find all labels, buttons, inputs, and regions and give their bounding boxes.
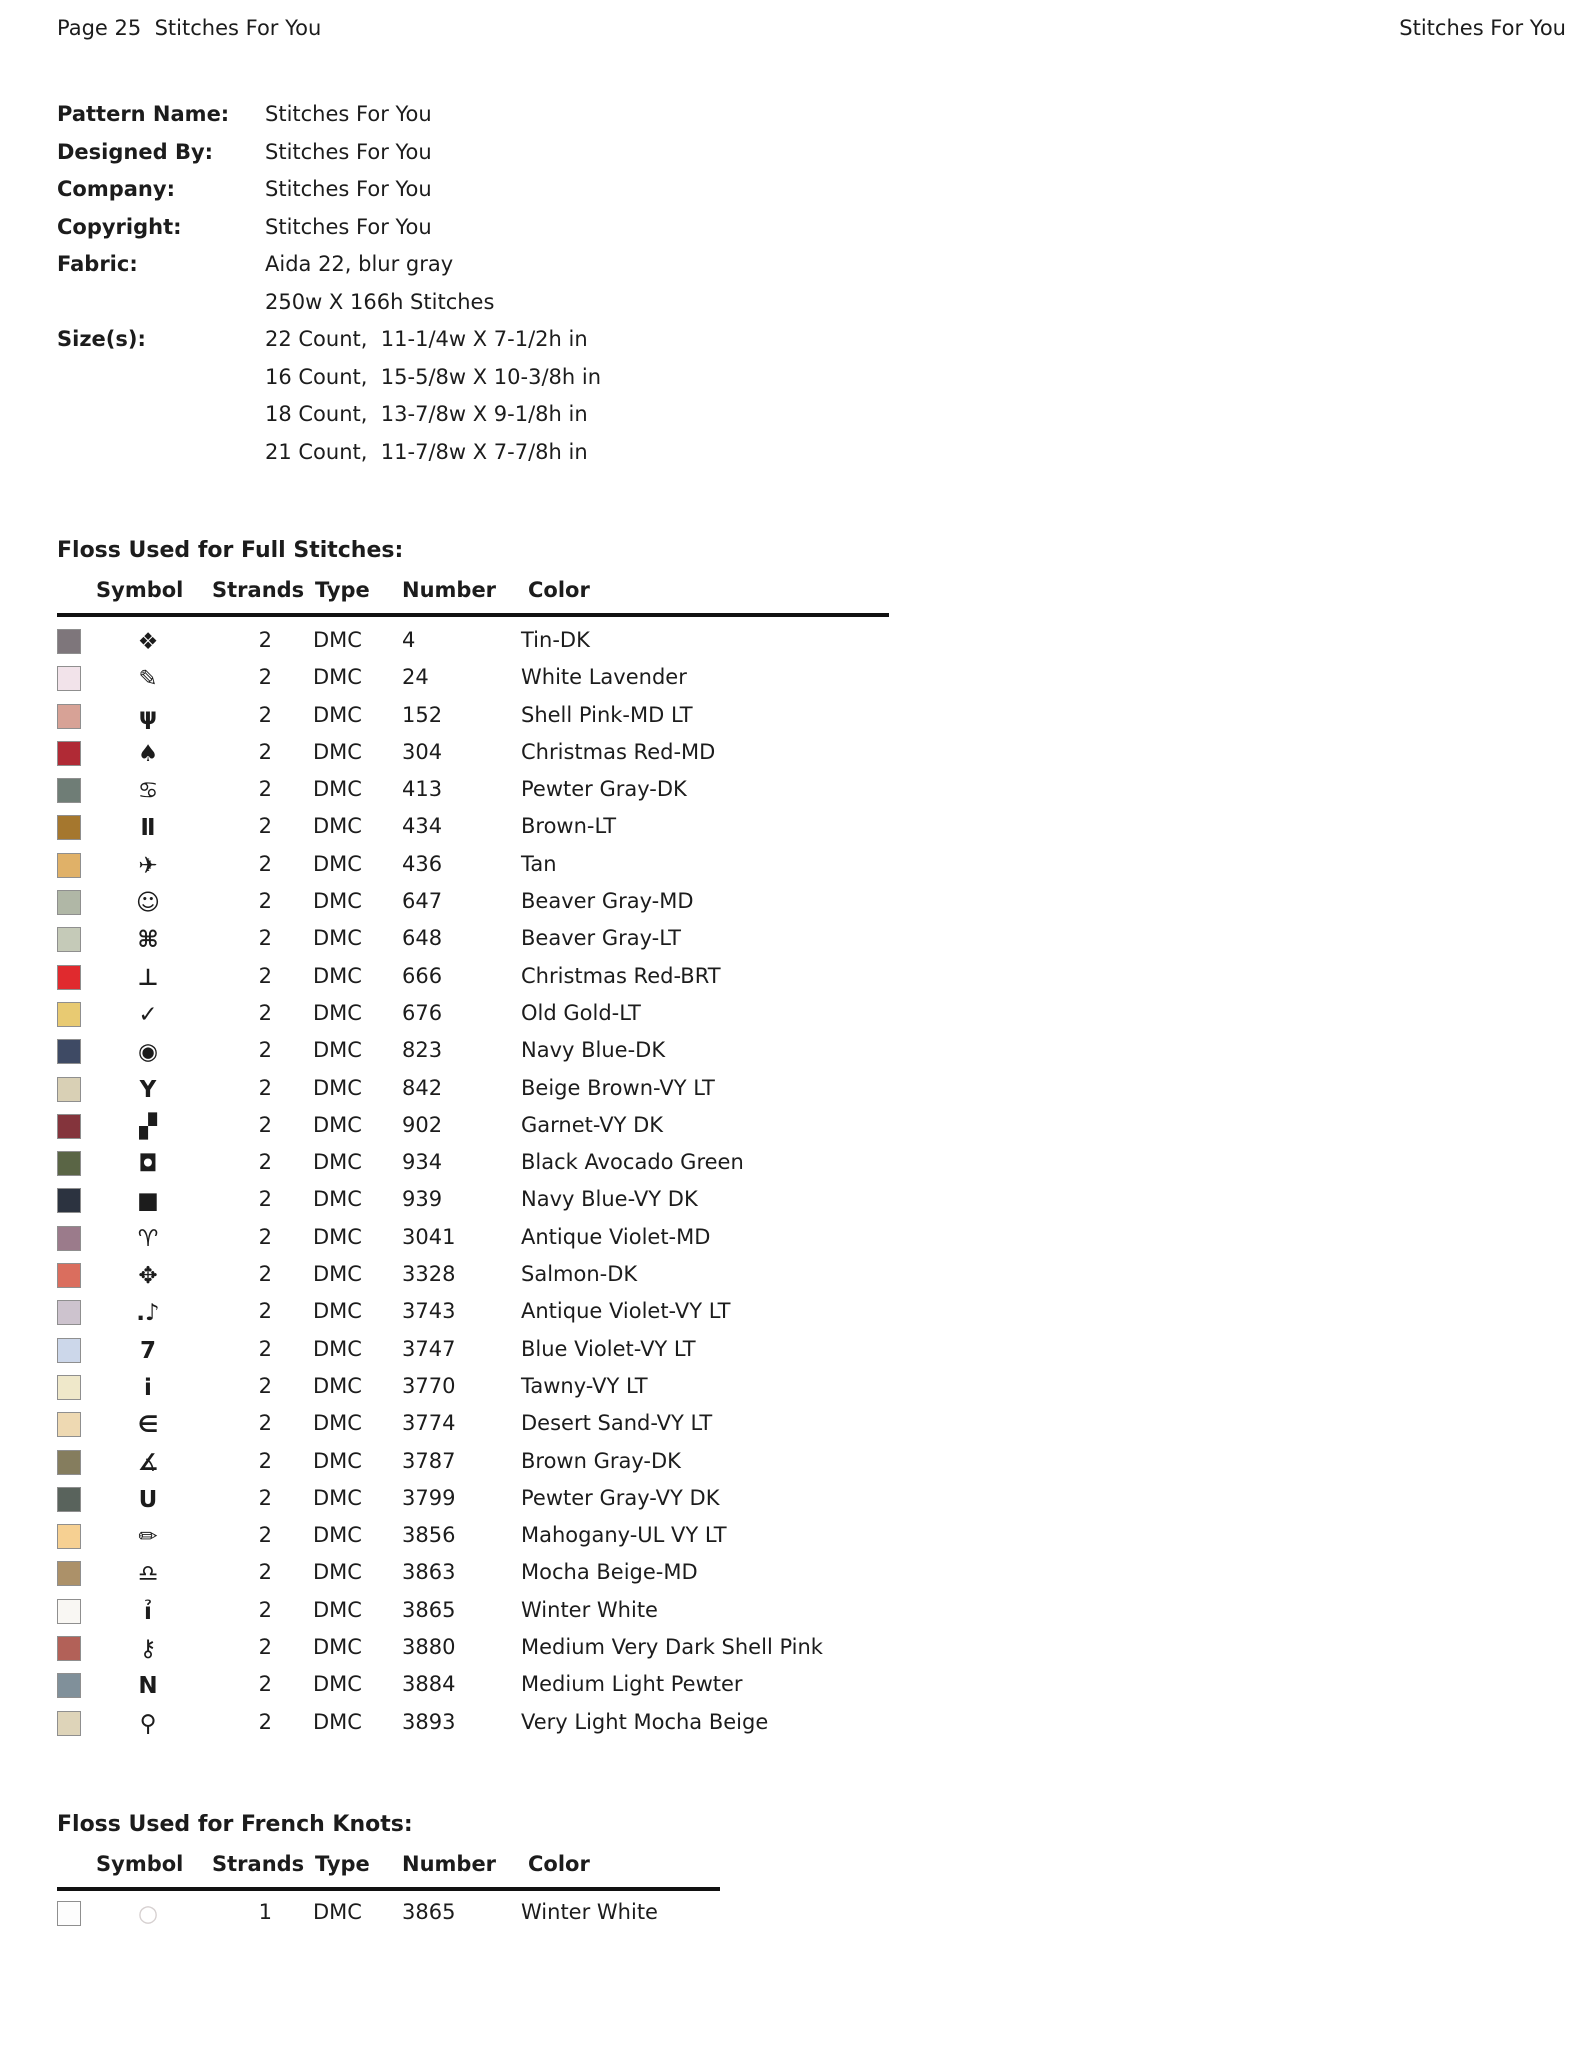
floss-table-row [0,960,1588,997]
floss-color-name: Old Gold-LT [521,1000,641,1025]
floss-type-value: DMC [313,1224,362,1249]
floss-table-row [0,1034,1588,1071]
header-right-title: Stitches For You [1399,16,1566,40]
floss-type-value: DMC [313,1635,362,1660]
floss-table-row [0,885,1588,922]
floss-color-swatch [57,1077,81,1102]
floss-number-value: 3787 [402,1448,456,1473]
strands-value: 2 [258,1635,272,1660]
stitch-symbol: i [144,1374,152,1401]
floss-color-swatch [57,890,81,915]
floss-color-name: Pewter Gray-DK [521,777,687,802]
strands-value: 2 [258,628,272,652]
floss-table-row [0,1370,1588,1407]
floss-table-row [0,1482,1588,1519]
strands-value: 2 [258,889,272,914]
floss-color-name: Pewter Gray-VY DK [521,1485,720,1510]
floss-color-swatch [57,1599,81,1624]
stitch-symbol: ♈ [137,1225,159,1252]
floss-color-swatch [57,1151,81,1176]
strands-value: 2 [258,1336,272,1361]
strands-value: 2 [258,1075,272,1100]
metadata-row [57,246,601,321]
floss-type-value: DMC [313,777,362,802]
metadata-value: 16 Count, 15-5/8w X 10-3/8h in [265,364,602,389]
floss-color-swatch [57,927,81,952]
floss-type-value: DMC [313,1485,362,1510]
strands-value: 2 [258,1112,272,1137]
floss-number-value: 4 [402,628,416,652]
floss-table-row [0,1221,1588,1258]
floss-color-name: Salmon-DK [521,1262,638,1287]
floss-table-row [0,624,1588,661]
floss-number-value: 3041 [402,1224,456,1249]
floss-type-value: DMC [313,702,362,727]
metadata-values [265,134,432,172]
floss-table-row [0,1556,1588,1593]
metadata-values [265,171,432,209]
floss-number-value: 24 [402,665,429,690]
metadata-value: Aida 22, blur gray [265,252,454,276]
strands-value: 2 [258,1448,272,1473]
floss-number-value: 3743 [402,1299,456,1324]
stitch-symbol: ✎ [138,666,158,693]
stitch-symbol: ψ [138,703,158,730]
floss-number-value: 3893 [402,1709,456,1734]
stitch-symbol: ■ [137,1188,159,1215]
floss-type-value: DMC [313,889,362,914]
stitch-symbol: ⚷ [139,1636,157,1663]
floss-color-swatch [57,1561,81,1586]
column-header-number: Number [402,1852,497,1876]
column-header-color: Color [528,1852,590,1876]
floss-type-value: DMC [313,1900,362,1924]
metadata-label: Pattern Name: [57,102,230,126]
floss-type-value: DMC [313,1448,362,1473]
floss-type-value: DMC [313,926,362,951]
floss-color-swatch [57,1263,81,1288]
column-header-type: Type [315,1852,370,1876]
floss-color-swatch [57,666,81,691]
stitch-symbol: ○ [137,1901,159,1927]
metadata-value: Stitches For You [265,139,432,164]
floss-table-row [0,1445,1588,1482]
floss-table-row [0,1407,1588,1444]
floss-number-value: 152 [402,702,443,727]
strands-value: 2 [258,1523,272,1548]
column-header-type: Type [315,578,370,602]
strands-value: 2 [258,926,272,951]
stitch-symbol: ⊥ [137,964,159,991]
stitch-symbol: ☺ [136,890,160,917]
metadata-value: 18 Count, 13-7/8w X 9-1/8h in [265,402,588,426]
metadata-row [57,134,601,172]
stitch-symbol: ∡ [137,1449,159,1476]
floss-number-value: 434 [402,814,443,839]
stitch-symbol: U [138,1486,158,1513]
strands-value: 2 [258,1000,272,1025]
floss-number-value: 413 [402,777,443,802]
metadata-label: Size(s): [57,327,146,351]
floss-table-row [0,1668,1588,1705]
floss-number-value: 939 [402,1187,443,1212]
stitch-symbol: N [138,1673,158,1700]
strands-value: 2 [258,851,272,876]
metadata-label: Company: [57,177,175,201]
floss-color-swatch [57,1450,81,1475]
floss-table-row [0,1333,1588,1370]
floss-number-value: 3747 [402,1336,456,1361]
floss-type-value: DMC [313,665,362,690]
floss-color-name: Shell Pink-MD LT [521,702,693,727]
floss-table-row [0,699,1588,736]
floss-color-swatch [57,1412,81,1437]
floss-type-value: DMC [313,1373,362,1398]
strands-value: 2 [258,1224,272,1249]
floss-color-swatch [57,815,81,840]
strands-value: 2 [258,814,272,839]
stitch-symbol: ✓ [138,1001,158,1028]
pattern-metadata [57,96,601,471]
strands-value: 2 [258,739,272,764]
floss-color-swatch [57,1002,81,1027]
strands-value: 2 [258,1672,272,1697]
floss-color-swatch [57,704,81,729]
strands-value: 2 [258,1373,272,1398]
floss-number-value: 647 [402,889,443,914]
floss-number-value: 666 [402,963,443,988]
floss-color-swatch [57,1114,81,1139]
floss-color-swatch [57,1375,81,1400]
floss-type-value: DMC [313,628,362,652]
french-knots-table-header [0,1852,1000,1886]
floss-number-value: 842 [402,1075,443,1100]
column-header-color: Color [528,578,590,602]
floss-number-value: 3799 [402,1485,456,1510]
floss-color-swatch [57,629,81,654]
floss-number-value: 3856 [402,1523,456,1548]
floss-color-name: Antique Violet-VY LT [521,1299,731,1324]
floss-table-row [0,1519,1588,1556]
metadata-label: Copyright: [57,214,182,239]
column-header-number: Number [402,578,497,602]
floss-color-name: Winter White [521,1900,658,1924]
floss-color-swatch [57,1188,81,1213]
floss-color-name: Medium Light Pewter [521,1672,743,1697]
floss-color-swatch [57,1300,81,1325]
metadata-label: Fabric: [57,252,138,276]
floss-color-name: Beaver Gray-MD [521,889,694,914]
strands-value: 2 [258,1038,272,1063]
floss-type-value: DMC [313,1038,362,1063]
floss-table-row [0,810,1588,847]
floss-color-swatch [57,1487,81,1512]
floss-table-row [0,1183,1588,1220]
floss-color-swatch [57,1673,81,1698]
floss-table-row [0,1706,1588,1743]
floss-color-name: Garnet-VY DK [521,1112,664,1137]
metadata-value: 250w X 166h Stitches [265,289,495,314]
stitch-symbol: 7 [139,1337,156,1364]
metadata-row [57,209,601,247]
strands-value: 2 [258,1411,272,1436]
floss-color-name: Antique Violet-MD [521,1224,711,1249]
floss-table-row [0,1896,1588,1933]
floss-number-value: 3865 [402,1900,456,1924]
metadata-values [265,209,432,247]
floss-color-swatch [57,1226,81,1251]
floss-color-name: Christmas Red-BRT [521,963,721,988]
floss-type-value: DMC [313,963,362,988]
stitch-symbol: ⌘ [137,927,159,954]
french-knots-section-title: Floss Used for French Knots: [57,1812,413,1837]
floss-color-name: Brown-LT [521,814,617,839]
floss-table-row [0,848,1588,885]
floss-color-swatch [57,1901,81,1926]
metadata-value: Stitches For You [265,177,432,201]
stitch-symbol: ⚲ [139,1710,157,1737]
stitch-symbol: ✏ [138,1524,158,1551]
floss-type-value: DMC [313,1411,362,1436]
floss-color-swatch [57,965,81,990]
floss-table-row [0,736,1588,773]
floss-type-value: DMC [313,1112,362,1137]
stitch-symbol: ▞ [139,1113,157,1140]
metadata-value: Stitches For You [265,102,432,126]
floss-table-row [0,1631,1588,1668]
floss-color-name: Mahogany-UL VY LT [521,1523,727,1548]
stitch-symbol: Ⅱ [140,815,156,842]
floss-number-value: 3774 [402,1411,456,1436]
floss-color-swatch [57,853,81,878]
table-header-rule [57,1887,720,1891]
floss-type-value: DMC [313,1150,362,1175]
floss-color-name: Tawny-VY LT [521,1373,648,1398]
stitch-symbol: ∈ [137,1412,159,1439]
floss-color-name: Blue Violet-VY LT [521,1336,696,1361]
table-header-rule [57,613,889,617]
strands-value: 2 [258,1485,272,1510]
floss-type-value: DMC [313,1262,362,1287]
metadata-value: 22 Count, 11-1/4w X 7-1/2h in [265,327,588,351]
strands-value: 1 [258,1900,272,1924]
metadata-row [57,321,601,471]
floss-number-value: 3880 [402,1635,456,1660]
floss-number-value: 3770 [402,1373,456,1398]
stitch-symbol: ◉ [137,1039,159,1066]
floss-table-row [0,1258,1588,1295]
floss-color-swatch [57,778,81,803]
floss-type-value: DMC [313,814,362,839]
page-number-title: Page 25 Stitches For You [57,16,322,40]
strands-value: 2 [258,1597,272,1622]
stitch-symbol: ỉ [144,1598,152,1625]
metadata-values [265,96,432,134]
stitch-symbol: ◘ [138,1151,158,1178]
stitch-symbol: ❖ [137,629,159,655]
floss-table-row [0,773,1588,810]
floss-table-row [0,661,1588,698]
floss-color-swatch [57,1338,81,1363]
strands-value: 2 [258,665,272,690]
floss-type-value: DMC [313,1299,362,1324]
floss-table-row [0,997,1588,1034]
floss-color-name: Brown Gray-DK [521,1448,681,1473]
floss-number-value: 648 [402,926,443,951]
floss-color-swatch [57,1711,81,1736]
column-header-strands: Strands [212,1852,305,1876]
floss-table-row [0,1146,1588,1183]
floss-color-name: Navy Blue-VY DK [521,1187,698,1212]
page-running-header [0,16,1588,46]
metadata-values [265,321,601,471]
full-stitches-section-title: Floss Used for Full Stitches: [57,538,404,563]
floss-number-value: 3328 [402,1262,456,1287]
floss-color-swatch [57,1039,81,1064]
strands-value: 2 [258,1560,272,1585]
floss-color-swatch [57,1636,81,1661]
french-knots-rows [0,1896,1588,1933]
floss-color-name: Beaver Gray-LT [521,926,681,951]
floss-color-name: Medium Very Dark Shell Pink [521,1635,823,1660]
floss-number-value: 823 [402,1038,443,1063]
stitch-symbol: Y [139,1076,157,1103]
floss-type-value: DMC [313,1075,362,1100]
metadata-values [265,246,494,321]
floss-number-value: 436 [402,851,443,876]
floss-type-value: DMC [313,1187,362,1212]
stitch-symbol: ♎ [137,1561,159,1588]
floss-type-value: DMC [313,1560,362,1585]
floss-color-name: Very Light Mocha Beige [521,1709,769,1734]
floss-color-name: Winter White [521,1597,658,1622]
floss-color-swatch [57,1524,81,1549]
floss-number-value: 3863 [402,1560,456,1585]
floss-number-value: 3865 [402,1597,456,1622]
floss-number-value: 676 [402,1000,443,1025]
strands-value: 2 [258,702,272,727]
strands-value: 2 [258,1150,272,1175]
stitch-symbol: ✈ [138,852,158,879]
floss-type-value: DMC [313,851,362,876]
floss-type-value: DMC [313,739,362,764]
strands-value: 2 [258,1187,272,1212]
floss-number-value: 902 [402,1112,443,1137]
stitch-symbol: .♪ [136,1300,160,1327]
floss-color-name: Mocha Beige-MD [521,1560,698,1585]
strands-value: 2 [258,1709,272,1734]
floss-type-value: DMC [313,1000,362,1025]
strands-value: 2 [258,963,272,988]
column-header-symbol: Symbol [96,1852,184,1876]
floss-color-name: White Lavender [521,665,687,690]
floss-type-value: DMC [313,1709,362,1734]
stitch-symbol: ♠ [137,740,159,767]
floss-table-row [0,1594,1588,1631]
floss-type-value: DMC [313,1523,362,1548]
stitch-symbol: ✥ [138,1263,158,1290]
floss-table-row [0,1072,1588,1109]
metadata-value: Stitches For You [265,214,432,239]
full-stitches-table-header [0,578,1000,612]
column-header-strands: Strands [212,578,305,602]
floss-color-name: Tan [521,851,557,876]
metadata-value: 21 Count, 11-7/8w X 7-7/8h in [265,439,588,464]
floss-color-name: Desert Sand-VY LT [521,1411,713,1436]
metadata-label: Designed By: [57,139,214,164]
floss-table-row [0,1109,1588,1146]
strands-value: 2 [258,1299,272,1324]
floss-color-name: Christmas Red-MD [521,739,716,764]
floss-color-name: Navy Blue-DK [521,1038,666,1063]
metadata-row [57,96,601,134]
strands-value: 2 [258,1262,272,1287]
floss-number-value: 934 [402,1150,443,1175]
strands-value: 2 [258,777,272,802]
floss-type-value: DMC [313,1336,362,1361]
floss-table-row [0,922,1588,959]
floss-type-value: DMC [313,1597,362,1622]
floss-number-value: 3884 [402,1672,456,1697]
full-stitches-rows [0,624,1588,1743]
column-header-symbol: Symbol [96,578,184,602]
metadata-row [57,171,601,209]
floss-number-value: 304 [402,739,443,764]
floss-color-swatch [57,741,81,766]
floss-table-row [0,1295,1588,1332]
floss-type-value: DMC [313,1672,362,1697]
floss-color-name: Black Avocado Green [521,1150,744,1175]
floss-color-name: Beige Brown-VY LT [521,1075,715,1100]
stitch-symbol: ♋ [137,778,159,805]
floss-color-name: Tin-DK [521,628,590,652]
